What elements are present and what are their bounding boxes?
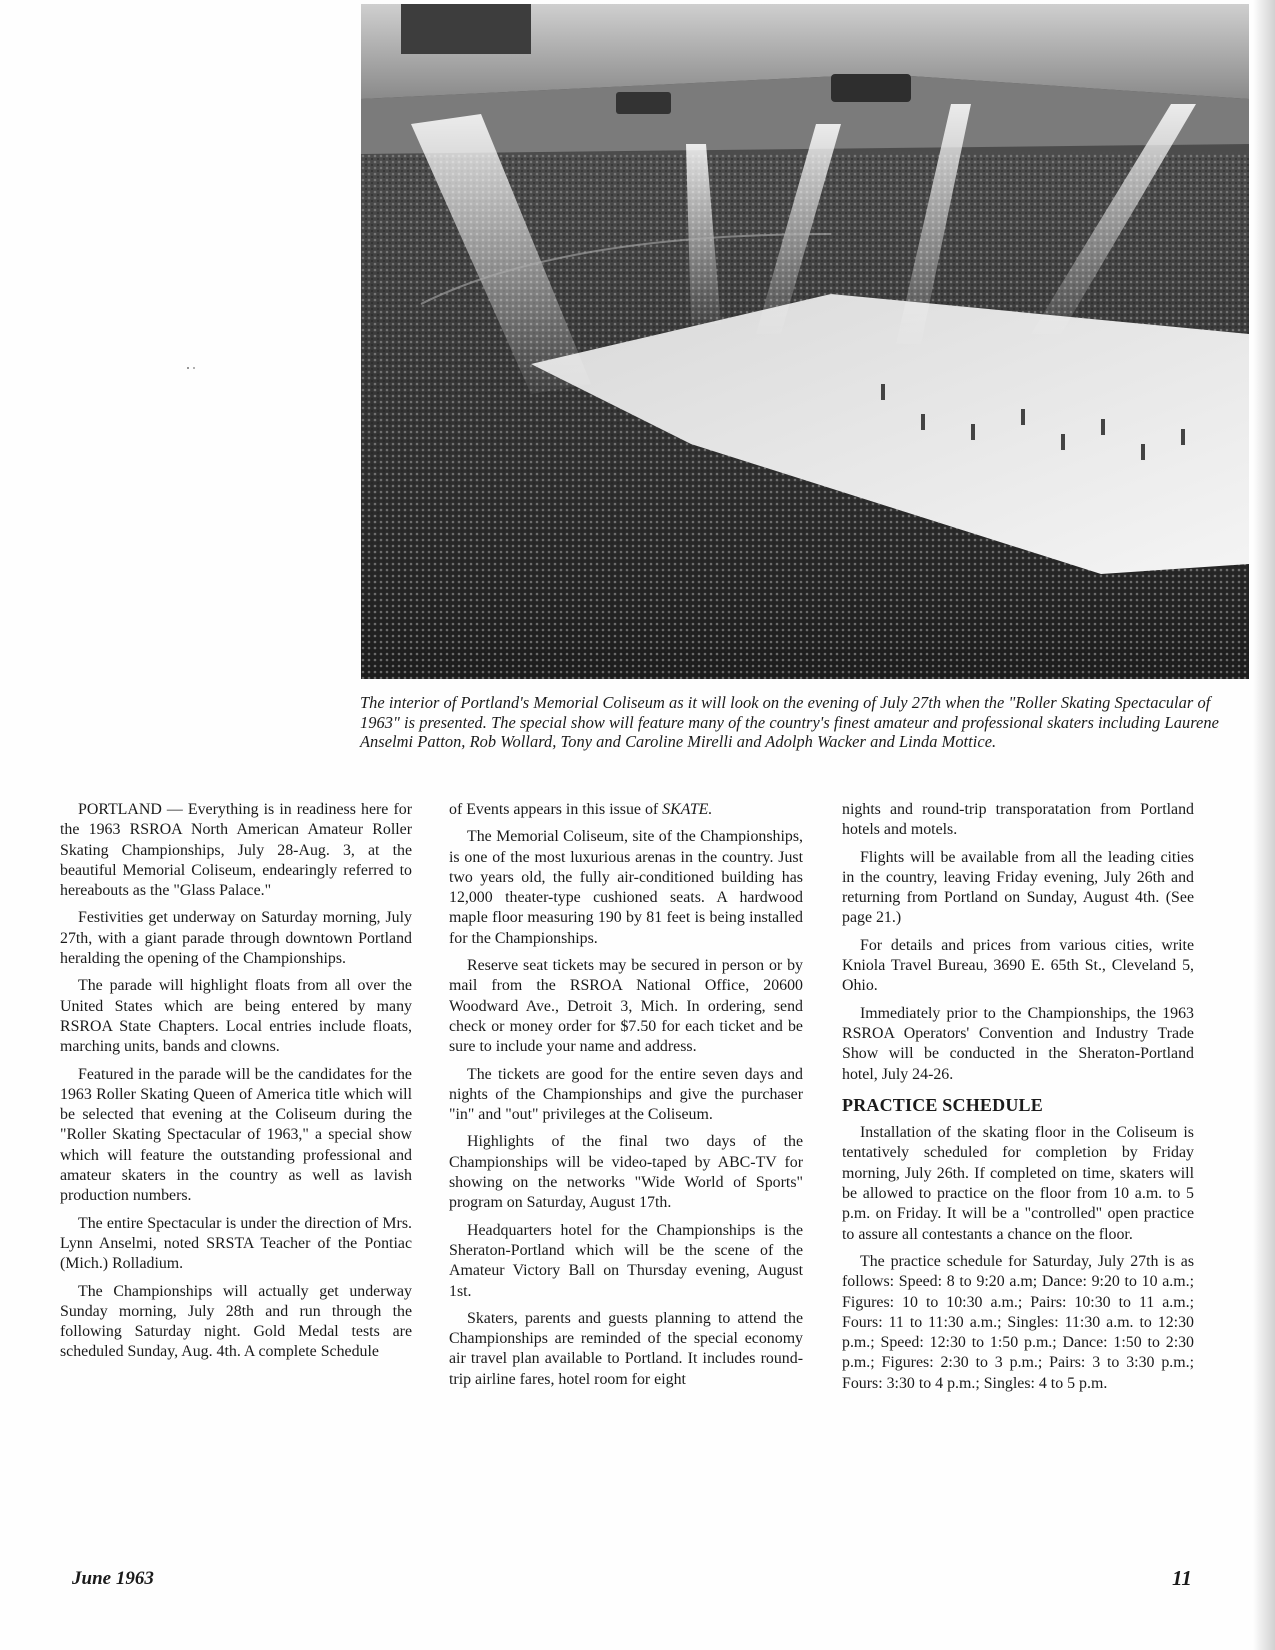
- stray-marks: [186, 366, 200, 370]
- issue-date: June 1963: [72, 1568, 154, 1589]
- paragraph: Reserve seat tickets may be secured in person or by mail from the RSROA National Office, 20600 Woodward Ave., Detroit 3, Mich. In ordering, send check or money order for $7.50 for each ticket and be sure to include your name and address.: [449, 957, 803, 1056]
- paragraph: Highlights of the final two days of the Championships will be video-taped by ABC-TV for showing on the networks "Wide World of Sports" program on Saturday, August 17th.: [449, 1133, 803, 1212]
- magazine-title: SKATE.: [662, 801, 713, 818]
- paragraph: Festivities get underway on Saturday morning, July 27th, with a giant parade through downtown Portland heralding the opening of the Championships.: [60, 909, 412, 968]
- paragraph: Featured in the parade will be the candidates for the 1963 Roller Skating Queen of America title which will be selected that evening at the Coliseum during the "Roller Skating Spectacular of 1963," a special show which will feature the outstanding professional and amateur skaters in the country as well as lavish production numbers.: [60, 1065, 412, 1205]
- paragraph: The parade will highlight floats from all over the United States which are being entered by many RSROA State Chapters. Local entries include floats, marching units, bands and clowns.: [60, 977, 412, 1056]
- paragraph: The Memorial Coliseum, site of the Championships, is one of the most luxurious arenas in the country. Just two years old, the fully air-conditioned building has 12,000 theater-type cushioned seats. A hardwood maple floor measuring 190 by 81 feet is being installed for the Championships.: [449, 828, 803, 947]
- photo-caption: The interior of Portland's Memorial Coliseum as it will look on the evening of July 27th when the "Roller Skating Spectacular of 1963" is presented. The special show will feature many of the country's finest amateur and professional skaters including Laurene Anselmi Patton, Rob Wollard, Tony and Caroline Mirelli and Adolph Wacker and Linda Mottice.: [360, 693, 1219, 751]
- paragraph: The tickets are good for the entire seven days and nights of the Championships and give the purchaser "in" and "out" privileges at the Coliseum.: [449, 1065, 803, 1124]
- article-column-1: [60, 800, 412, 1370]
- section-heading: PRACTICE SCHEDULE: [842, 1094, 1043, 1115]
- paragraph-continued: [449, 800, 803, 820]
- paragraph: Immediately prior to the Championships, the 1963 RSROA Operators' Convention and Industry Trade Show will be conducted in the Sheraton-Portland hotel, July 24-26.: [842, 1004, 1194, 1083]
- paragraph: The Championships will actually get underway Sunday morning, July 28th and run through the following Saturday night. Gold Medal tests are scheduled Sunday, Aug. 4th. A complete Schedule: [60, 1282, 412, 1361]
- paragraph: Flights will be available from all the leading cities in the country, leaving Friday evening, July 26th and returning from Portland on Sunday, August 4th. (See page 21.): [842, 848, 1194, 927]
- paragraph: PORTLAND — Everything is in readiness here for the 1963 RSROA North American Amateur Roller Skating Championships, July 28-Aug. 3, at the beautiful Memorial Coliseum, endearingly referred to hereabouts as the "Glass Palace.": [60, 801, 412, 900]
- page-edge-shadow: [1253, 0, 1275, 1650]
- paragraph: Installation of the skating floor in the Coliseum is tentatively scheduled for completion by Friday morning, July 26th. If completed on time, skaters will be allowed to practice on the floor from 10 a.m. to 5 p.m. on Friday. It will be a "controlled" open practice to assure all contestants a chance on the floor.: [842, 1124, 1194, 1243]
- paragraph: Skaters, parents and guests planning to attend the Championships are reminded of the special economy air travel plan available to Portland. It includes round-trip airline fares, hotel room for eight: [449, 1309, 803, 1388]
- article-column-2: [449, 800, 803, 1397]
- paragraph-continued: nights and round-trip transporatation from Portland hotels and motels.: [842, 801, 1194, 839]
- arena-photo-icon: [361, 4, 1249, 679]
- paragraph: Headquarters hotel for the Championships is the Sheraton-Portland which will be the scene of the Amateur Victory Ball on Thursday evening, August 1st.: [449, 1221, 803, 1300]
- paragraph: The practice schedule for Saturday, July 27th is as follows: Speed: 8 to 9:20 a.m; Dance: 9:20 to 10 a.m.; Figures: 10 to 10:30 a.m.; Pairs: 10:30 to 11 a.m.; Fours: 11 to 11:30 a.m.; Singles: 11:30 a.m. to 12:30 p.m.; Speed: 12:30 to 1:50 p.m.; Dance: 1:50 to 2:30 p.m.; Figures: 2:30 to 3 p.m.; Pairs: 3 to 3:30 p.m.; Fours: 3:30 to 4 p.m.; Singles: 4 to 5 p.m.: [842, 1252, 1194, 1392]
- paragraph: For details and prices from various cities, write Kniola Travel Bureau, 3690 E. 65th St., Cleveland 5, Ohio.: [842, 936, 1194, 995]
- article-column-3: [842, 800, 1194, 1401]
- coliseum-interior-photo: [361, 4, 1249, 679]
- paragraph: The entire Spectacular is under the direction of Mrs. Lynn Anselmi, noted SRSTA Teacher of the Pontiac (Mich.) Rolladium.: [60, 1214, 412, 1273]
- page-number: 11: [1172, 1566, 1192, 1590]
- continued-text: of Events appears in this issue of: [449, 801, 659, 818]
